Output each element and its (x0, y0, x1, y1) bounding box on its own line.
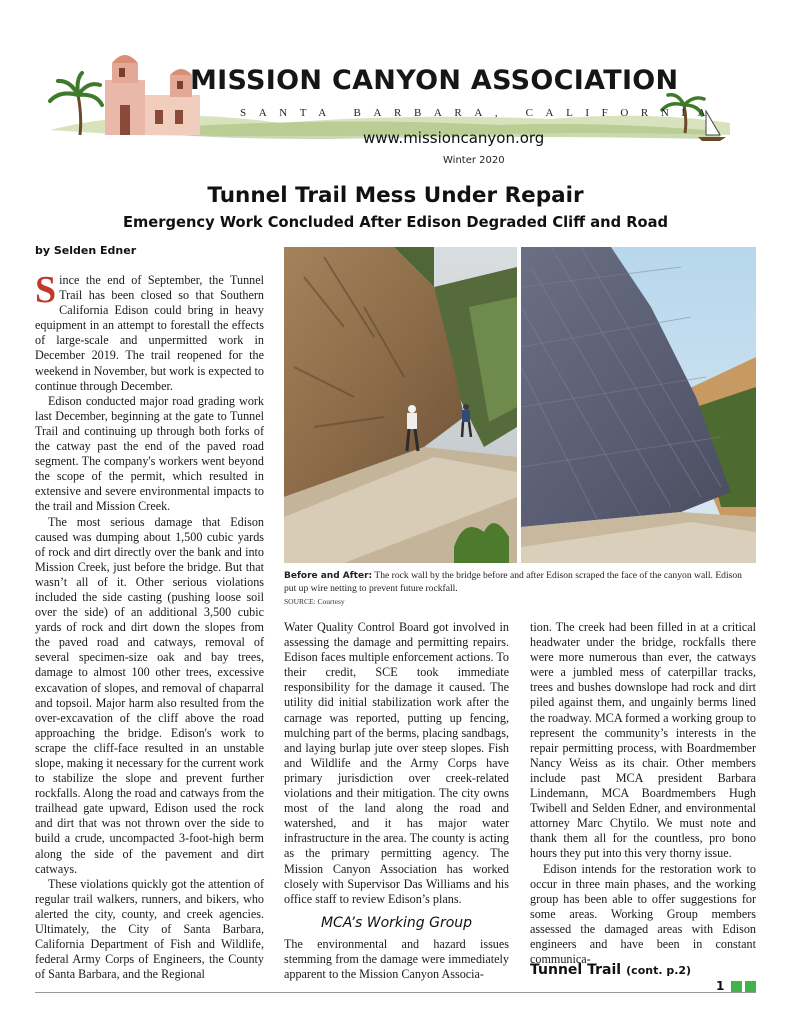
paragraph: Edison conducted major road grading work last December, beginning at the gate to Tunnel Trail and continuing up through both forks of the catway past the end of the paved road segment. The company's workers went beyond the scope of the permit, which resulted in extensive and severe environmental impacts to the trail and Mission Creek. (35, 393, 264, 514)
section-heading: MCA’s Working Group (320, 914, 473, 931)
paragraph: Edison intends for the restoration work to occur in three main phases, and the working group has been able to offer suggestions for some areas. Working Group members assessed the damaged areas with Edison engineers and have been in constant communica- (530, 861, 756, 967)
photo-before (284, 247, 517, 563)
article-subheadline: Emergency Work Concluded After Edison Degraded Cliff and Road (122, 214, 669, 231)
mission-building-icon (105, 55, 200, 135)
masthead-illustration (30, 35, 760, 175)
issue-date: Winter 2020 (443, 155, 505, 166)
drop-cap: S (35, 269, 57, 311)
organization-location: SANTA BARBARA, CALIFORNIA (240, 107, 719, 119)
paragraph: Since the end of September, the Tunnel Trail has been closed so that Southern California Edison could bring in heavy equipment in an attempt to forestall the effects of large-scale and unpermitted work in December 2019. The trail reopened for the weekend in November, but work is expected to continue through December. (35, 269, 264, 393)
caption-label: Before and After: (284, 571, 373, 581)
article-column-2 (284, 620, 509, 982)
article-column-1 (35, 269, 264, 982)
article-column-3 (530, 620, 756, 967)
paragraph: Water Quality Control Board got involved in assessing the damage and permitting repairs. Edison faces multiple enforcement actions. To their credit, SCE took immediate responsibility for the damage it caused. The utility did initial stabilization work after the carnage was reported, putting up fencing, mulching part of the berms, placing sandbags, and laying burlap jute over steep slopes. Fish and Wildlife and the Army Corps have primary jurisdiction over creek-related violations and their mitigation. The city owns most of the land along the road and watershed, and it has major water infrastructure in the area. The county is acting as the primary permitting agency. The Mission Canyon Association has worked closely with Supervisor Das Williams and his office staff to review Edison’s plans. (284, 620, 509, 906)
byline: by Selden Edner (35, 244, 137, 257)
paragraph: tion. The creek had been filled in at a critical headwater under the bridge, rockfalls there were more numerous than ever, the catways were a jumbled mess of caterpillar tracks, trees and bushes downslope had rock and dirt piled against them, and ungainly berms lined the roadway. MCA formed a working group to represent the community’s interests in the repair permitting process, with Boardmember Nancy Weiss as its chair. Other members include past MCA president Barbara Lindemann, MCA Boardmembers Hugh Twibell and Selden Edner, and environmental attorney Marc Chytilo. We must note and thank them all for the countless, pro bono hours they put into this very thorny issue. (530, 620, 756, 861)
organization-name: MISSION CANYON ASSOCIATION (190, 65, 679, 96)
footer-rule (35, 992, 756, 993)
green-square-icon (745, 981, 756, 992)
photo-source: SOURCE: Courtesy (284, 597, 345, 606)
paragraph: The environmental and hazard issues stemming from the damage were immediately apparent to the Mission Canyon Associa- (284, 936, 509, 982)
continued-title: Tunnel Trail (530, 962, 622, 978)
photo-caption (284, 570, 756, 594)
green-square-icon (731, 981, 742, 992)
article-headline: Tunnel Trail Mess Under Repair (207, 183, 584, 208)
paragraph: The most serious damage that Edison caused was dumping about 1,500 cubic yards of rock and dirt directly over the bank and into Mission Creek, just before the bridge. But that wasn’t all of it. Other serious violations included the side casting (pushing loose soil over the side) of an additional 3,500 cubic yards of rock and dirt down the slopes from the paved road and catways, removal of several specimen-size oak and bay trees, damage to almost 100 other trees, excessive excavation of slopes, and removal of chaparral and topsoil. Major harm also resulted from the over-excavation of the cliff above the road approaching the bridge. Edison's work to scrape the cliff-face resulted in an unstable slope, making it necessary for the current work to stabilize the slope and prevent further rockfalls. Along the road and catways from the trailhead gate upward, Edison used the rock and dirt that was not thrown over the side to build a crude, uncompacted 3-foot-high berm along the side of the pavement and dirt catways. (35, 514, 264, 876)
caption-text: The rock wall by the bridge before and after Edison scraped the face of the canyon wall. Edison put up wire netting to prevent future rockfall. (284, 570, 742, 594)
continued-note: (cont. p.2) (626, 964, 692, 977)
paragraph: These violations quickly got the attention of regular trail walkers, runners, and bikers, who alerted the city, county, and creek agencies. Ultimately, the City of Santa Barbara, California Department of Fish and Wildlife, federal Army Corps of Engineers, the County of Santa Barbara, and the Regional (35, 876, 264, 982)
website-url[interactable]: www.missioncanyon.org (363, 129, 545, 147)
continued-on-link[interactable] (530, 959, 691, 978)
page-number: 1 (716, 979, 725, 993)
masthead (30, 35, 760, 175)
photo-after (521, 247, 756, 563)
